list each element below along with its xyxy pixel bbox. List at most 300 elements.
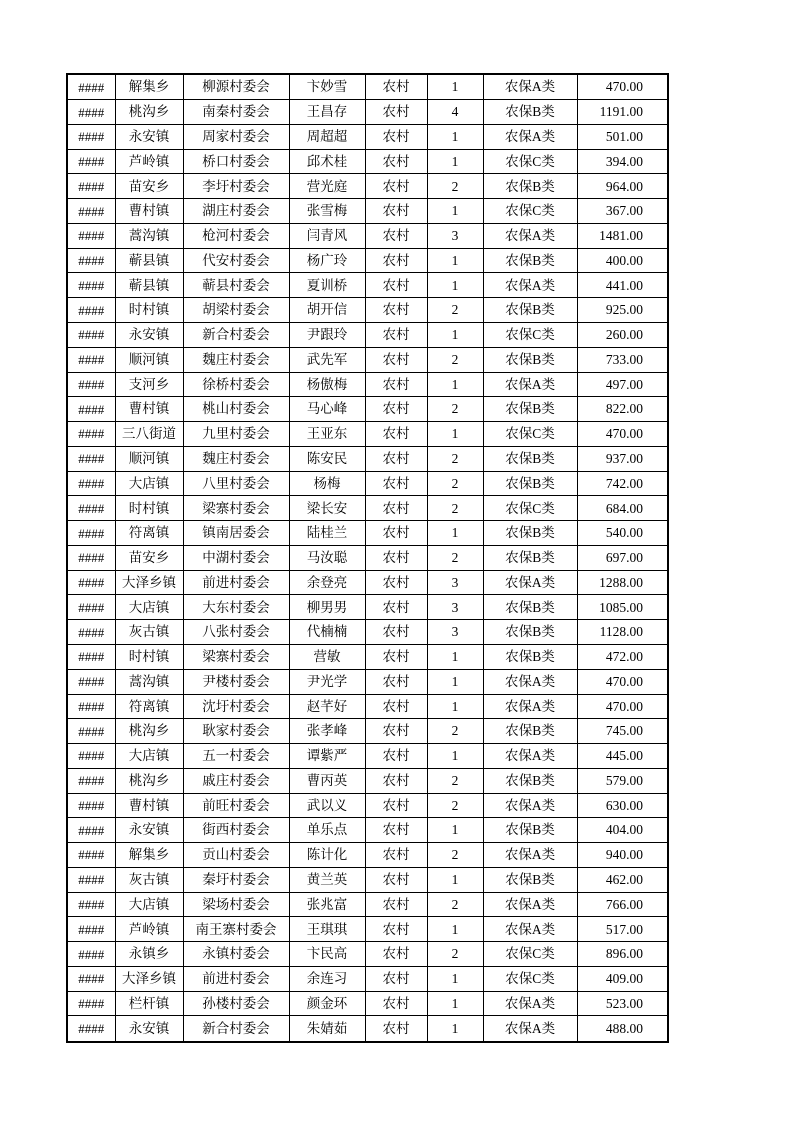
- person-cell: 余连习: [289, 966, 365, 991]
- town-cell: 蒿沟镇: [115, 223, 183, 248]
- overflow-cell: ####: [67, 496, 115, 521]
- table-row: [67, 397, 668, 422]
- residence-cell: 农村: [365, 867, 427, 892]
- town-cell: 三八街道: [115, 422, 183, 447]
- category-cell: 农保A类: [483, 273, 577, 298]
- overflow-cell: ####: [67, 174, 115, 199]
- count-cell: 2: [427, 892, 483, 917]
- amount-cell: 1191.00: [577, 100, 668, 125]
- amount-cell: 497.00: [577, 372, 668, 397]
- category-cell: 农保C类: [483, 422, 577, 447]
- category-cell: 农保B类: [483, 521, 577, 546]
- committee-cell: 九里村委会: [183, 422, 289, 447]
- overflow-cell: ####: [67, 991, 115, 1016]
- person-cell: 陆桂兰: [289, 521, 365, 546]
- table-row: [67, 917, 668, 942]
- amount-cell: 937.00: [577, 446, 668, 471]
- residence-cell: 农村: [365, 298, 427, 323]
- category-cell: 农保B类: [483, 545, 577, 570]
- committee-cell: 桥口村委会: [183, 149, 289, 174]
- category-cell: 农保B类: [483, 595, 577, 620]
- committee-cell: 梁场村委会: [183, 892, 289, 917]
- overflow-cell: ####: [67, 347, 115, 372]
- amount-cell: 742.00: [577, 471, 668, 496]
- person-cell: 黄兰英: [289, 867, 365, 892]
- person-cell: 张雪梅: [289, 199, 365, 224]
- town-cell: 符离镇: [115, 521, 183, 546]
- town-cell: 灰古镇: [115, 620, 183, 645]
- town-cell: 大店镇: [115, 595, 183, 620]
- committee-cell: 湖庄村委会: [183, 199, 289, 224]
- amount-cell: 940.00: [577, 843, 668, 868]
- count-cell: 2: [427, 397, 483, 422]
- residence-cell: 农村: [365, 223, 427, 248]
- amount-cell: 260.00: [577, 323, 668, 348]
- count-cell: 1: [427, 917, 483, 942]
- amount-cell: 409.00: [577, 966, 668, 991]
- count-cell: 1: [427, 818, 483, 843]
- residence-cell: 农村: [365, 397, 427, 422]
- residence-cell: 农村: [365, 100, 427, 125]
- amount-cell: 579.00: [577, 768, 668, 793]
- count-cell: 1: [427, 372, 483, 397]
- residence-cell: 农村: [365, 991, 427, 1016]
- overflow-cell: ####: [67, 719, 115, 744]
- category-cell: 农保C类: [483, 496, 577, 521]
- count-cell: 3: [427, 620, 483, 645]
- town-cell: 符离镇: [115, 694, 183, 719]
- category-cell: 农保A类: [483, 570, 577, 595]
- residence-cell: 农村: [365, 694, 427, 719]
- amount-cell: 1288.00: [577, 570, 668, 595]
- town-cell: 永安镇: [115, 124, 183, 149]
- overflow-cell: ####: [67, 644, 115, 669]
- town-cell: 曹村镇: [115, 793, 183, 818]
- town-cell: 顺河镇: [115, 446, 183, 471]
- category-cell: 农保A类: [483, 372, 577, 397]
- residence-cell: 农村: [365, 669, 427, 694]
- person-cell: 颜金环: [289, 991, 365, 1016]
- committee-cell: 新合村委会: [183, 323, 289, 348]
- committee-cell: 孙楼村委会: [183, 991, 289, 1016]
- overflow-cell: ####: [67, 397, 115, 422]
- count-cell: 2: [427, 942, 483, 967]
- person-cell: 卞民高: [289, 942, 365, 967]
- table-row: [67, 966, 668, 991]
- table-row: [67, 248, 668, 273]
- table-row: [67, 199, 668, 224]
- committee-cell: 桃山村委会: [183, 397, 289, 422]
- town-cell: 时村镇: [115, 644, 183, 669]
- category-cell: 农保A类: [483, 1016, 577, 1042]
- town-cell: 解集乡: [115, 843, 183, 868]
- town-cell: 灰古镇: [115, 867, 183, 892]
- residence-cell: 农村: [365, 323, 427, 348]
- category-cell: 农保B类: [483, 867, 577, 892]
- amount-cell: 400.00: [577, 248, 668, 273]
- category-cell: 农保B类: [483, 347, 577, 372]
- committee-cell: 八里村委会: [183, 471, 289, 496]
- amount-cell: 766.00: [577, 892, 668, 917]
- town-cell: 支河乡: [115, 372, 183, 397]
- residence-cell: 农村: [365, 521, 427, 546]
- table-row: [67, 719, 668, 744]
- overflow-cell: ####: [67, 1016, 115, 1042]
- residence-cell: 农村: [365, 545, 427, 570]
- town-cell: 大泽乡镇: [115, 966, 183, 991]
- table-row: [67, 991, 668, 1016]
- town-cell: 蒿沟镇: [115, 669, 183, 694]
- person-cell: 周超超: [289, 124, 365, 149]
- overflow-cell: ####: [67, 595, 115, 620]
- amount-cell: 1481.00: [577, 223, 668, 248]
- committee-cell: 柳源村委会: [183, 74, 289, 100]
- residence-cell: 农村: [365, 347, 427, 372]
- category-cell: 农保B类: [483, 471, 577, 496]
- overflow-cell: ####: [67, 323, 115, 348]
- table-row: [67, 669, 668, 694]
- table-row: [67, 273, 668, 298]
- count-cell: 2: [427, 298, 483, 323]
- category-cell: 农保B类: [483, 174, 577, 199]
- person-cell: 武以义: [289, 793, 365, 818]
- amount-cell: 684.00: [577, 496, 668, 521]
- person-cell: 柳男男: [289, 595, 365, 620]
- table-row: [67, 323, 668, 348]
- town-cell: 时村镇: [115, 298, 183, 323]
- person-cell: 闫青风: [289, 223, 365, 248]
- residence-cell: 农村: [365, 892, 427, 917]
- table-row: [67, 100, 668, 125]
- count-cell: 2: [427, 719, 483, 744]
- table-row: [67, 496, 668, 521]
- count-cell: 3: [427, 595, 483, 620]
- person-cell: 杨傲梅: [289, 372, 365, 397]
- category-cell: 农保A类: [483, 793, 577, 818]
- table-row: [67, 570, 668, 595]
- committee-cell: 街西村委会: [183, 818, 289, 843]
- category-cell: 农保A类: [483, 991, 577, 1016]
- category-cell: 农保A类: [483, 694, 577, 719]
- town-cell: 曹村镇: [115, 397, 183, 422]
- table-row: [67, 595, 668, 620]
- residence-cell: 农村: [365, 768, 427, 793]
- town-cell: 永安镇: [115, 1016, 183, 1042]
- committee-cell: 代安村委会: [183, 248, 289, 273]
- count-cell: 2: [427, 545, 483, 570]
- category-cell: 农保A类: [483, 669, 577, 694]
- residence-cell: 农村: [365, 966, 427, 991]
- amount-cell: 470.00: [577, 422, 668, 447]
- overflow-cell: ####: [67, 942, 115, 967]
- committee-cell: 新合村委会: [183, 1016, 289, 1042]
- person-cell: 王亚东: [289, 422, 365, 447]
- residence-cell: 农村: [365, 793, 427, 818]
- person-cell: 单乐点: [289, 818, 365, 843]
- table-row: [67, 892, 668, 917]
- residence-cell: 农村: [365, 496, 427, 521]
- table-row: [67, 422, 668, 447]
- count-cell: 2: [427, 496, 483, 521]
- count-cell: 2: [427, 347, 483, 372]
- count-cell: 1: [427, 422, 483, 447]
- table-row: [67, 174, 668, 199]
- amount-cell: 1128.00: [577, 620, 668, 645]
- committee-cell: 胡梁村委会: [183, 298, 289, 323]
- count-cell: 1: [427, 966, 483, 991]
- residence-cell: 农村: [365, 174, 427, 199]
- committee-cell: 魏庄村委会: [183, 446, 289, 471]
- town-cell: 芦岭镇: [115, 917, 183, 942]
- committee-cell: 梁寨村委会: [183, 496, 289, 521]
- table-row: [67, 298, 668, 323]
- count-cell: 1: [427, 867, 483, 892]
- person-cell: 杨广玲: [289, 248, 365, 273]
- amount-cell: 404.00: [577, 818, 668, 843]
- residence-cell: 农村: [365, 644, 427, 669]
- table-row: [67, 620, 668, 645]
- person-cell: 代楠楠: [289, 620, 365, 645]
- committee-cell: 前进村委会: [183, 966, 289, 991]
- table-row: [67, 545, 668, 570]
- category-cell: 农保C类: [483, 323, 577, 348]
- person-cell: 王琪琪: [289, 917, 365, 942]
- residence-cell: 农村: [365, 471, 427, 496]
- count-cell: 4: [427, 100, 483, 125]
- category-cell: 农保C类: [483, 966, 577, 991]
- residence-cell: 农村: [365, 1016, 427, 1042]
- overflow-cell: ####: [67, 273, 115, 298]
- category-cell: 农保B类: [483, 446, 577, 471]
- person-cell: 卞妙雪: [289, 74, 365, 100]
- count-cell: 1: [427, 124, 483, 149]
- category-cell: 农保B类: [483, 620, 577, 645]
- amount-cell: 733.00: [577, 347, 668, 372]
- committee-cell: 中湖村委会: [183, 545, 289, 570]
- amount-cell: 896.00: [577, 942, 668, 967]
- amount-cell: 470.00: [577, 669, 668, 694]
- table-row: [67, 942, 668, 967]
- table-row: [67, 744, 668, 769]
- overflow-cell: ####: [67, 199, 115, 224]
- overflow-cell: ####: [67, 694, 115, 719]
- category-cell: 农保A类: [483, 917, 577, 942]
- count-cell: 1: [427, 199, 483, 224]
- overflow-cell: ####: [67, 298, 115, 323]
- table-row: [67, 149, 668, 174]
- committee-cell: 南秦村委会: [183, 100, 289, 125]
- amount-cell: 472.00: [577, 644, 668, 669]
- town-cell: 蕲县镇: [115, 248, 183, 273]
- count-cell: 3: [427, 570, 483, 595]
- overflow-cell: ####: [67, 669, 115, 694]
- table-row: [67, 818, 668, 843]
- count-cell: 1: [427, 323, 483, 348]
- amount-cell: 488.00: [577, 1016, 668, 1042]
- residence-cell: 农村: [365, 843, 427, 868]
- person-cell: 梁长安: [289, 496, 365, 521]
- overflow-cell: ####: [67, 422, 115, 447]
- residence-cell: 农村: [365, 744, 427, 769]
- category-cell: 农保B类: [483, 248, 577, 273]
- table-row: [67, 223, 668, 248]
- residence-cell: 农村: [365, 74, 427, 100]
- person-cell: 杨梅: [289, 471, 365, 496]
- overflow-cell: ####: [67, 744, 115, 769]
- table-row: [67, 446, 668, 471]
- committee-cell: 贡山村委会: [183, 843, 289, 868]
- table-row: [67, 347, 668, 372]
- committee-cell: 尹楼村委会: [183, 669, 289, 694]
- overflow-cell: ####: [67, 100, 115, 125]
- category-cell: 农保A类: [483, 74, 577, 100]
- committee-cell: 前旺村委会: [183, 793, 289, 818]
- town-cell: 桃沟乡: [115, 100, 183, 125]
- count-cell: 2: [427, 843, 483, 868]
- residence-cell: 农村: [365, 446, 427, 471]
- amount-cell: 630.00: [577, 793, 668, 818]
- committee-cell: 戚庄村委会: [183, 768, 289, 793]
- overflow-cell: ####: [67, 149, 115, 174]
- person-cell: 营敏: [289, 644, 365, 669]
- committee-cell: 魏庄村委会: [183, 347, 289, 372]
- category-cell: 农保B类: [483, 818, 577, 843]
- committee-cell: 梁寨村委会: [183, 644, 289, 669]
- amount-cell: 925.00: [577, 298, 668, 323]
- overflow-cell: ####: [67, 521, 115, 546]
- town-cell: 桃沟乡: [115, 719, 183, 744]
- table-row: [67, 867, 668, 892]
- overflow-cell: ####: [67, 793, 115, 818]
- table-body: [67, 74, 668, 1042]
- count-cell: 3: [427, 223, 483, 248]
- category-cell: 农保C类: [483, 149, 577, 174]
- committee-cell: 南王寨村委会: [183, 917, 289, 942]
- residence-cell: 农村: [365, 149, 427, 174]
- person-cell: 马心峰: [289, 397, 365, 422]
- category-cell: 农保B类: [483, 100, 577, 125]
- table-row: [67, 471, 668, 496]
- overflow-cell: ####: [67, 471, 115, 496]
- count-cell: 2: [427, 174, 483, 199]
- overflow-cell: ####: [67, 248, 115, 273]
- town-cell: 永安镇: [115, 323, 183, 348]
- committee-cell: 沈圩村委会: [183, 694, 289, 719]
- person-cell: 夏训桥: [289, 273, 365, 298]
- town-cell: 解集乡: [115, 74, 183, 100]
- person-cell: 赵芊好: [289, 694, 365, 719]
- count-cell: 1: [427, 669, 483, 694]
- town-cell: 时村镇: [115, 496, 183, 521]
- table-row: [67, 74, 668, 100]
- category-cell: 农保B类: [483, 768, 577, 793]
- committee-cell: 八张村委会: [183, 620, 289, 645]
- count-cell: 1: [427, 744, 483, 769]
- count-cell: 1: [427, 991, 483, 1016]
- count-cell: 2: [427, 768, 483, 793]
- amount-cell: 517.00: [577, 917, 668, 942]
- category-cell: 农保B类: [483, 397, 577, 422]
- person-cell: 张孝峰: [289, 719, 365, 744]
- town-cell: 大泽乡镇: [115, 570, 183, 595]
- town-cell: 蕲县镇: [115, 273, 183, 298]
- committee-cell: 大东村委会: [183, 595, 289, 620]
- count-cell: 1: [427, 248, 483, 273]
- table-row: [67, 694, 668, 719]
- person-cell: 胡开信: [289, 298, 365, 323]
- overflow-cell: ####: [67, 74, 115, 100]
- residence-cell: 农村: [365, 595, 427, 620]
- category-cell: 农保A类: [483, 744, 577, 769]
- category-cell: 农保C类: [483, 942, 577, 967]
- person-cell: 马汝聪: [289, 545, 365, 570]
- committee-cell: 李圩村委会: [183, 174, 289, 199]
- overflow-cell: ####: [67, 446, 115, 471]
- residence-cell: 农村: [365, 199, 427, 224]
- overflow-cell: ####: [67, 620, 115, 645]
- category-cell: 农保B类: [483, 719, 577, 744]
- table-row: [67, 372, 668, 397]
- category-cell: 农保A类: [483, 843, 577, 868]
- committee-cell: 蕲县村委会: [183, 273, 289, 298]
- count-cell: 1: [427, 273, 483, 298]
- table-row: [67, 1016, 668, 1042]
- town-cell: 大店镇: [115, 471, 183, 496]
- table-row: [67, 768, 668, 793]
- amount-cell: 540.00: [577, 521, 668, 546]
- town-cell: 永镇乡: [115, 942, 183, 967]
- person-cell: 余登亮: [289, 570, 365, 595]
- overflow-cell: ####: [67, 570, 115, 595]
- residence-cell: 农村: [365, 570, 427, 595]
- overflow-cell: ####: [67, 843, 115, 868]
- amount-cell: 470.00: [577, 74, 668, 100]
- residence-cell: 农村: [365, 942, 427, 967]
- residence-cell: 农村: [365, 620, 427, 645]
- committee-cell: 周家村委会: [183, 124, 289, 149]
- committee-cell: 耿家村委会: [183, 719, 289, 744]
- town-cell: 大店镇: [115, 744, 183, 769]
- table-row: [67, 124, 668, 149]
- committee-cell: 五一村委会: [183, 744, 289, 769]
- town-cell: 曹村镇: [115, 199, 183, 224]
- residence-cell: 农村: [365, 372, 427, 397]
- category-cell: 农保A类: [483, 892, 577, 917]
- amount-cell: 470.00: [577, 694, 668, 719]
- overflow-cell: ####: [67, 768, 115, 793]
- committee-cell: 镇南居委会: [183, 521, 289, 546]
- person-cell: 尹光学: [289, 669, 365, 694]
- town-cell: 苗安乡: [115, 545, 183, 570]
- amount-cell: 501.00: [577, 124, 668, 149]
- person-cell: 陈计化: [289, 843, 365, 868]
- overflow-cell: ####: [67, 892, 115, 917]
- overflow-cell: ####: [67, 867, 115, 892]
- committee-cell: 前进村委会: [183, 570, 289, 595]
- person-cell: 营光庭: [289, 174, 365, 199]
- count-cell: 2: [427, 446, 483, 471]
- category-cell: 农保C类: [483, 199, 577, 224]
- count-cell: 2: [427, 793, 483, 818]
- person-cell: 邱术桂: [289, 149, 365, 174]
- amount-cell: 1085.00: [577, 595, 668, 620]
- town-cell: 苗安乡: [115, 174, 183, 199]
- count-cell: 1: [427, 74, 483, 100]
- overflow-cell: ####: [67, 372, 115, 397]
- count-cell: 1: [427, 694, 483, 719]
- overflow-cell: ####: [67, 966, 115, 991]
- person-cell: 王昌存: [289, 100, 365, 125]
